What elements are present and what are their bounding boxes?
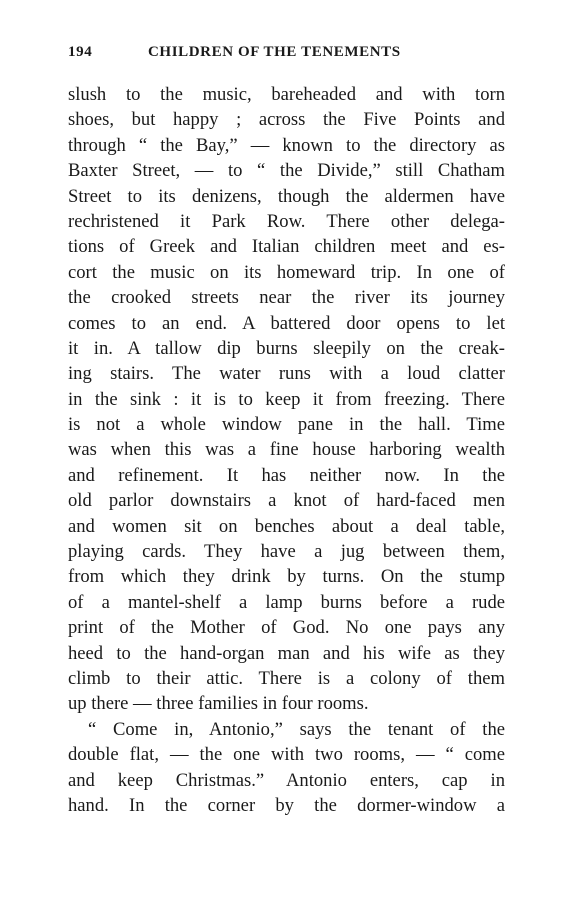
- text-line: and keep Christmas.” Antonio enters, cap in: [68, 769, 505, 791]
- running-title: CHILDREN OF THE TENEMENTS: [148, 44, 401, 60]
- text-line: was when this was a fine house harboring wealth: [68, 439, 505, 461]
- text-line: it in. A tallow dip burns sleepily on the creak-: [68, 337, 505, 359]
- text-line: comes to an end. A battered door opens to let: [68, 312, 505, 334]
- text-line: shoes, but happy ; across the Five Points and: [68, 109, 505, 131]
- text-line: cort the music on its homeward trip. In one of: [68, 261, 505, 283]
- text-line: is not a whole window pane in the hall. Time: [68, 414, 505, 436]
- text-line: Baxter Street, — to “ the Divide,” still Chatham: [68, 160, 505, 182]
- text-line: double flat, — the one with two rooms, — “ come: [68, 744, 505, 766]
- body-text: [68, 82, 505, 818]
- text-line: slush to the music, bareheaded and with torn: [68, 84, 505, 105]
- text-line: up there — three families in four rooms.: [68, 693, 369, 715]
- text-line: hand. In the corner by the dormer-window a: [68, 794, 505, 816]
- text-line: the crooked streets near the river its journey: [68, 287, 505, 309]
- text-line: old parlor downstairs a knot of hard-faced men: [68, 490, 505, 512]
- text-line: from which they drink by turns. On the stump: [68, 566, 505, 588]
- text-line: and refinement. It has neither now. In the: [68, 464, 505, 486]
- text-line: heed to the hand-organ man and his wife as they: [68, 642, 505, 664]
- text-line: Street to its denizens, though the aldermen have: [68, 185, 505, 207]
- text-line: ing stairs. The water runs with a loud clatter: [68, 363, 505, 385]
- text-line: through “ the Bay,” — known to the directory as: [68, 134, 505, 156]
- text-line: in the sink : it is to keep it from freezing. There: [68, 388, 505, 410]
- text-line: climb to their attic. There is a colony of them: [68, 667, 505, 689]
- text-line: rechristened it Park Row. There other delega-: [68, 210, 505, 232]
- running-head: [68, 44, 505, 68]
- text-line: playing cards. They have a jug between them,: [68, 541, 505, 563]
- text-line: and women sit on benches about a deal table,: [68, 515, 505, 537]
- page-number: 194: [68, 44, 93, 60]
- text-line: of a mantel-shelf a lamp burns before a rude: [68, 591, 505, 613]
- text-line: “ Come in, Antonio,” says the tenant of the: [88, 718, 505, 740]
- text-line: tions of Greek and Italian children meet and es-: [68, 236, 505, 258]
- text-line: print of the Mother of God. No one pays any: [68, 617, 505, 639]
